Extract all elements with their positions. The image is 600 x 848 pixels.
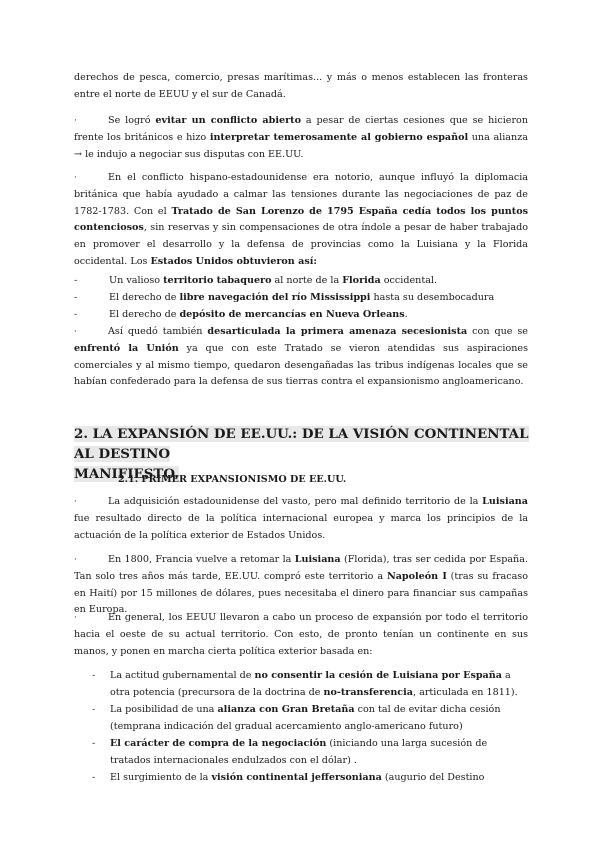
list-item: - El derecho de libre navegación del río Mississippi hasta su desembocadura: [74, 292, 495, 303]
bullet-dot: ·: [74, 497, 77, 507]
bullet-dot: ·: [74, 173, 77, 183]
paragraph-san-lorenzo: En el conflicto hispano-estadounidense era notorio, aunque influyó la diplomacia británica que había ayudado a calmar las tensiones durante las negociaciones de paz de 1782-1783. Con el Tratado de San Lorenzo de 1795 España cedía todos los puntos contenciosos, sin reservas y sin compensaciones de otra índole a pesar de haber trabajado en promover el desarrollo y la defensa de provincias como la Luisiana y la Florida occidental. Los Estados Unidos obtuvieron así:: [74, 172, 528, 267]
bullet-dot: ·: [74, 327, 77, 337]
paragraph-avoid-conflict: Se logró evitar un conflicto abierto a pesar de ciertas cesiones que se hicieron frente los británicos e hizo interpretar temerosamente al gobierno español una alianza → le indujo a negociar sus disputas con EE.UU.: [74, 115, 529, 160]
paragraph-louisiana: La adquisición estadounidense del vasto, pero mal definido territorio de la Luisiana fue resultado directo de la política internacional europea y marca los principios de la actuación de la política exterior de Estados Unidos.: [74, 496, 528, 541]
list-item: - El derecho de depósito de mercancías en Nueva Orleans.: [74, 309, 408, 320]
list-item: - Un valioso territorio tabaquero al norte de la Florida occidental.: [74, 275, 438, 286]
bullet-dot: ·: [74, 613, 77, 623]
list-item: - El carácter de compra de la negociación (iniciando una larga sucesión de tratados internacionales endulzados con el dólar) .: [92, 738, 488, 766]
list-item: - El surgimiento de la visión continental jeffersoniana (augurio del Destino: [92, 772, 485, 783]
list-item: - La actitud gubernamental de no consentir la cesión de Luisiana por España a otra potencia (precursora de la doctrina de no-transferencia, articulada en 1811).: [92, 670, 518, 698]
paragraph-secession: Así quedó también desarticulada la primera amenaza secesionista con que se enfrentó la Unión ya que con este Tratado se vieron atendidas sus aspiraciones comerciales y al mismo tiempo, quedaron desengañadas las tribus indígenas locales que se habían confederado para la defensa de sus tierras contra el expansionismo angloamericano.: [74, 326, 528, 388]
paragraph-1800-france: En 1800, Francia vuelve a retomar la Luisiana (Florida), tras ser cedida por España. Tan solo tres años más tarde, EE.UU. compró este territorio a Napoleón I (tras su fracaso en Haití) por 15 millones de dólares, pues necesitaba el dinero para financiar sus campañas en Europa.: [74, 554, 529, 616]
subsection-heading: 2.1. PRIMER EXPANSIONISMO DE EE.UU.: [118, 474, 347, 485]
bullet-dot: ·: [74, 555, 77, 565]
bullet-dot: ·: [74, 116, 77, 126]
section-heading: 2. LA EXPANSIÓN DE EE.UU.: DE LA VISIÓN CONTINENTAL AL DESTINO MANIFIESTO.: [74, 426, 529, 482]
list-item: - La posibilidad de una alianza con Gran Bretaña con tal de evitar dicha cesión (temprana indicación del gradual acercamiento anglo-americano futuro): [92, 704, 501, 732]
paragraph-expansion: En general, los EEUU llevaron a cabo un proceso de expansión por todo el territorio hacia el oeste de su actual territorio. Con esto, de pronto tenían un continente en sus manos, y ponen en marcha cierta política exterior basada en:: [74, 612, 528, 657]
paragraph-treaty-terms: derechos de pesca, comercio, presas marítimas... y más o menos establecen las fronteras entre el norte de EEUU y el sur de Canadá.: [74, 72, 528, 100]
